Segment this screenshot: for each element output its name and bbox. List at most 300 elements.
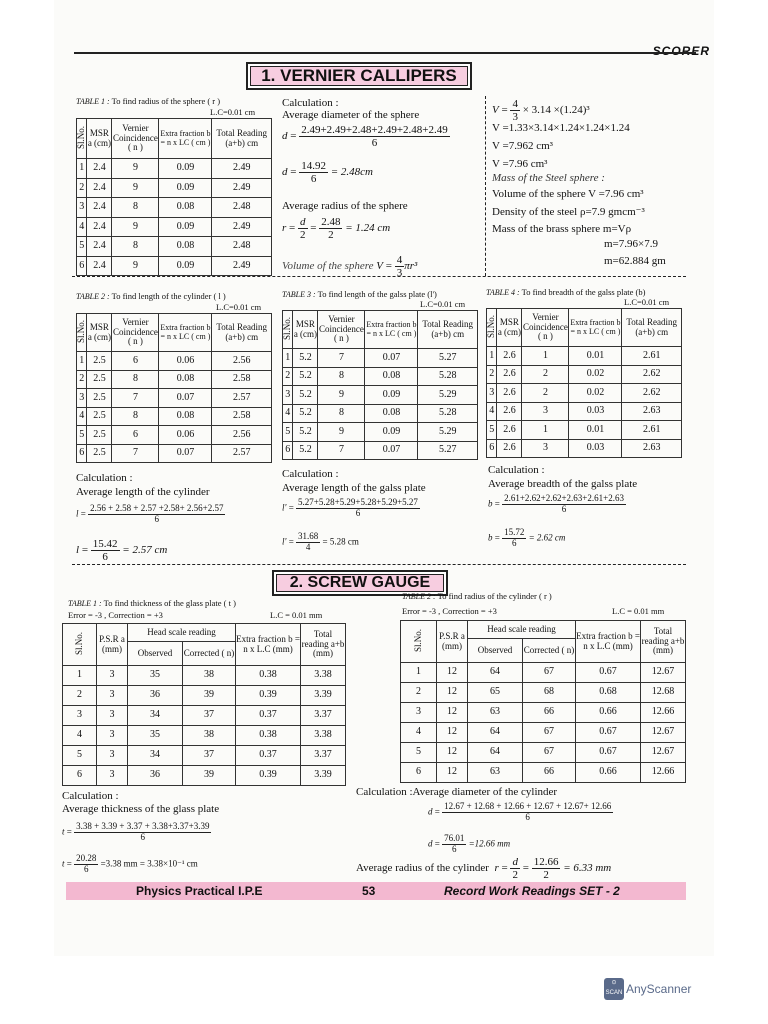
table-cell: 2.63 xyxy=(622,439,682,458)
table-cell: 3 xyxy=(97,686,128,706)
table-row xyxy=(77,198,272,218)
table-cell: 5.29 xyxy=(418,423,478,442)
table-row xyxy=(283,441,478,460)
table-cell: 2.5 xyxy=(87,407,112,426)
table-cell: 2 xyxy=(283,367,293,386)
table-cell: 6 xyxy=(283,441,293,460)
table-cell: 12 xyxy=(437,723,468,743)
table-cell: 5 xyxy=(283,423,293,442)
table-cell: 0.37 xyxy=(236,706,301,726)
calc2-result: l = $\frac{15.42}{6}$ = 2.57 cm xyxy=(76,538,168,564)
table-cell: 4 xyxy=(77,407,87,426)
table-row xyxy=(487,384,682,403)
table-cell: 9 xyxy=(112,178,159,198)
table-row xyxy=(63,706,346,726)
table-row xyxy=(63,686,346,706)
table-cell: 5 xyxy=(63,746,97,766)
table-cell: 5.2 xyxy=(293,367,318,386)
table-cell: 2.4 xyxy=(87,159,112,179)
table-cell: 8 xyxy=(318,404,365,423)
table-cell: 3.38 xyxy=(301,666,346,686)
table-cell: 8 xyxy=(318,367,365,386)
table-cell: 35 xyxy=(128,726,183,746)
table-row xyxy=(77,352,272,371)
table-cell: 2.5 xyxy=(87,389,112,408)
table-cell: 2.4 xyxy=(87,256,112,276)
table-row xyxy=(77,389,272,408)
vernier-table-4-body xyxy=(487,347,682,458)
table-cell: 0.39 xyxy=(236,686,301,706)
table-row xyxy=(77,159,272,179)
table-cell: 2.5 xyxy=(87,426,112,445)
table-cell: 0.38 xyxy=(236,726,301,746)
top-rule xyxy=(74,52,696,54)
table-cell: 1 xyxy=(77,159,87,179)
screw-table2-lc: L.C = 0.01 mm xyxy=(612,606,665,616)
table-row xyxy=(283,386,478,405)
table-cell: 0.08 xyxy=(365,367,418,386)
table-cell: 7 xyxy=(318,441,365,460)
table-cell: 0.02 xyxy=(569,365,622,384)
table-cell: 67 xyxy=(523,743,576,763)
table-cell: 3 xyxy=(97,666,128,686)
table-cell: 1 xyxy=(487,347,497,366)
table-cell: 0.08 xyxy=(159,407,212,426)
table-cell: 12 xyxy=(437,683,468,703)
table-cell: 2 xyxy=(77,178,87,198)
table-cell: 3 xyxy=(283,386,293,405)
table-cell: 5.28 xyxy=(418,404,478,423)
table-cell: 0.01 xyxy=(569,421,622,440)
table-cell: 0.07 xyxy=(365,349,418,368)
table-cell: 0.08 xyxy=(159,237,212,257)
table-cell: 2.5 xyxy=(87,370,112,389)
table-cell: 9 xyxy=(112,256,159,276)
vernier-table-2-body xyxy=(77,352,272,463)
table-cell: 2 xyxy=(522,384,569,403)
table-cell: 0.38 xyxy=(236,666,301,686)
table3-lc: L.C=0.01 cm xyxy=(420,299,466,309)
screw-calc1-label: Average thickness of the glass plate xyxy=(62,803,220,815)
table-cell: 2.6 xyxy=(497,365,522,384)
table-cell: 3 xyxy=(522,402,569,421)
table-cell: 12.67 xyxy=(641,663,686,683)
table-cell: 0.03 xyxy=(569,439,622,458)
calc4-formula: b = $\frac{2.61+2.62+2.62+2.63+2.61+2.63}{6}$ xyxy=(488,493,624,514)
table-cell: 2 xyxy=(401,683,437,703)
table-cell: 0.09 xyxy=(159,256,212,276)
table-cell: 1 xyxy=(77,352,87,371)
table-cell: 0.67 xyxy=(576,723,641,743)
table-cell: 5.2 xyxy=(293,386,318,405)
table-row xyxy=(283,423,478,442)
table-cell: 39 xyxy=(183,766,236,786)
mass-line: Mass of the brass sphere m=Vρ xyxy=(492,223,632,235)
vernier-table-4: Sl.No. MSR a (cm) Vernier Coincidence ( n ) Extra fraction b = n x LC ( cm ) Total Reading (a+b) cm 1 2.6 1 0.01 2.61 2 2.6 2 0.02 2.62 3 2.6 2 0.02 2.62 4 2.6 3 0.03 2.63 5 2.6 1 0.01 2.61 6 2.6 3 0.03 2.63 xyxy=(486,308,682,458)
calc4-result: b = $\frac{15.72}{6}$ = 2.62 cm xyxy=(488,527,566,548)
table-cell: 2.6 xyxy=(497,421,522,440)
table-cell: 3.39 xyxy=(301,766,346,786)
table-row xyxy=(77,407,272,426)
table-cell: 7 xyxy=(318,349,365,368)
mass-calc-1: m=7.96×7.9 xyxy=(604,238,658,250)
table-cell: 34 xyxy=(128,746,183,766)
table-cell: 5 xyxy=(77,237,87,257)
table-cell: 2.49 xyxy=(212,217,272,237)
table-cell: 9 xyxy=(318,386,365,405)
calc1-heading: Calculation : xyxy=(282,97,339,109)
table-cell: 37 xyxy=(183,746,236,766)
table-cell: 1 xyxy=(401,663,437,683)
table1-lc: L.C=0.01 cm xyxy=(210,107,256,117)
table-cell: 9 xyxy=(318,423,365,442)
calc3-heading: Calculation : xyxy=(282,468,339,480)
table-cell: 0.01 xyxy=(569,347,622,366)
screw-table-1-body xyxy=(63,666,346,786)
table-cell: 9 xyxy=(112,217,159,237)
table-cell: 4 xyxy=(63,726,97,746)
table-cell: 0.09 xyxy=(365,386,418,405)
col-slno: Sl.No. xyxy=(77,119,87,159)
col-vernier: Vernier Coincidence ( n ) xyxy=(112,119,159,159)
table-cell: 6 xyxy=(63,766,97,786)
table-cell: 0.66 xyxy=(576,703,641,723)
vernier-table-2: Sl.No. MSR a (cm) Vernier Coincidence ( n ) Extra fraction b = n x LC ( cm ) Total Reading (a+b) cm 1 2.5 6 0.06 2.56 2 2.5 8 0.08 2.58 3 2.5 7 0.07 2.57 4 2.5 8 0.08 2.58 5 2.5 6 0.06 2.56 6 2.5 7 0.07 2.57 xyxy=(76,313,272,463)
table-cell: 1 xyxy=(283,349,293,368)
table-cell: 7 xyxy=(112,389,159,408)
table-cell: 38 xyxy=(183,726,236,746)
table-cell: 12.66 xyxy=(641,763,686,783)
table1-caption: TABLE 1 : To find radius of the sphere ( r ) xyxy=(76,96,221,106)
table-row xyxy=(63,666,346,686)
table-cell: 7 xyxy=(112,444,159,463)
table-cell: 35 xyxy=(128,666,183,686)
screw-radius: Average radius of the cylinder r = $\frac{d}{2}$ = $\frac{12.66}{2}$ = 6.33 mm xyxy=(356,856,612,882)
table-cell: 39 xyxy=(183,686,236,706)
table-cell: 2.62 xyxy=(622,365,682,384)
table-cell: 4 xyxy=(283,404,293,423)
table4-caption: TABLE 4 : To find breadth of the galss plate (b) xyxy=(486,287,646,297)
table-cell: 2.5 xyxy=(87,444,112,463)
volume-line-2: V =1.33×3.14×1.24×1.24×1.24 xyxy=(492,122,630,134)
table-cell: 12.67 xyxy=(641,723,686,743)
table-cell: 2 xyxy=(522,365,569,384)
table-cell: 5 xyxy=(401,743,437,763)
table-cell: 2.56 xyxy=(212,426,272,445)
table-cell: 2.58 xyxy=(212,407,272,426)
calc3-formula: l' = $\frac{5.27+5.28+5.29+5.28+5.29+5.27}{6}$ xyxy=(282,497,418,518)
screw-table2-caption: TABLE 2 : To find radius of the cylinder ( r ) xyxy=(402,591,552,601)
table-cell: 2.6 xyxy=(497,439,522,458)
table-cell: 12 xyxy=(437,663,468,683)
table-cell: 67 xyxy=(523,663,576,683)
table-row xyxy=(401,663,686,683)
table4-lc: L.C=0.01 cm xyxy=(624,297,670,307)
table-row xyxy=(77,370,272,389)
table-cell: 2.4 xyxy=(87,198,112,218)
table-row xyxy=(63,766,346,786)
table-cell: 0.09 xyxy=(365,423,418,442)
table-cell: 66 xyxy=(523,763,576,783)
table-row xyxy=(487,347,682,366)
screw-table2-error: Error = -3 , Correction = +3 xyxy=(402,606,497,616)
mass-title: Mass of the Steel sphere : xyxy=(492,172,605,184)
table2-lc: L.C=0.01 cm xyxy=(216,302,262,312)
calc2-heading: Calculation : xyxy=(76,472,133,484)
calc2-label: Average length of the cylinder xyxy=(76,486,210,498)
table-cell: 68 xyxy=(523,683,576,703)
table-cell: 0.03 xyxy=(569,402,622,421)
table-cell: 0.09 xyxy=(159,217,212,237)
table-cell: 2.4 xyxy=(87,178,112,198)
screw-table1-error: Error = -3 , Correction = +3 xyxy=(68,610,163,620)
screw-calc2-formula: d = $\frac{12.67 + 12.68 + 12.66 + 12.67 + 12.67+ 12.66}{6}$ xyxy=(428,801,612,822)
table-cell: 64 xyxy=(468,743,523,763)
table-cell: 6 xyxy=(77,444,87,463)
table-cell: 6 xyxy=(77,256,87,276)
table-cell: 0.06 xyxy=(159,352,212,371)
table-row xyxy=(487,402,682,421)
screw-table-2: Sl.No. P.S.R a (mm) Head scale reading Extra fraction b = n x L.C (mm) Total reading a+b (mm) Observed Corrected ( n) 1 12 64 67 0.67 12.67 2 12 65 68 0.68 12.68 3 12 63 66 0.66 12.66 4 12 64 67 0.67 12.67 5 12 64 67 0.67 12.67 6 12 63 66 0.66 12.66 xyxy=(400,620,686,783)
mass-calc-2: m=62.884 gm xyxy=(604,255,666,267)
table-cell: 0.68 xyxy=(576,683,641,703)
table-cell: 2.63 xyxy=(622,402,682,421)
table-cell: 4 xyxy=(487,402,497,421)
table-row xyxy=(77,256,272,276)
table-row xyxy=(401,743,686,763)
footer-band xyxy=(66,882,686,900)
table-cell: 5 xyxy=(77,426,87,445)
table-cell: 3 xyxy=(97,766,128,786)
volume-line-1: V = $\frac{4}{3}$ × 3.14 ×(1.24)³ xyxy=(492,98,590,124)
col-msr: MSR a (cm) xyxy=(87,119,112,159)
screw-calc1-heading: Calculation : xyxy=(62,790,119,802)
calc1-volume: Volume of the sphere V = $\frac{4}{3}$ πr³ xyxy=(282,254,418,280)
vol-line: Volume of the sphere V =7.96 cm³ xyxy=(492,188,644,200)
table-cell: 3 xyxy=(63,706,97,726)
table-row xyxy=(77,178,272,198)
table-cell: 0.02 xyxy=(569,384,622,403)
table-cell: 5.27 xyxy=(418,349,478,368)
table-cell: 0.39 xyxy=(236,766,301,786)
calc3-result: l' = $\frac{31.68}{4}$ = 5.28 cm xyxy=(282,531,359,552)
calc3-label: Average length of the galss plate xyxy=(282,482,426,494)
table-cell: 5 xyxy=(487,421,497,440)
table-cell: 2.56 xyxy=(212,352,272,371)
page-number: 53 xyxy=(362,884,376,898)
table-row xyxy=(487,439,682,458)
calc2-formula: l = $\frac{2.56 + 2.58 + 2.57 +2.58+ 2.56+2.57}{6}$ xyxy=(76,503,224,524)
screw-calc1-result: t = $\frac{20.28}{6}$ =3.38 mm = 3.38×10⁻¹ cm xyxy=(62,853,198,874)
screw-table-1: Sl.No. P.S.R a (mm) Head scale reading Extra fraction b = n x L.C (mm) Total reading a+b (mm) Observed Corrected ( n) 1 3 35 38 0.38 3.38 2 3 36 39 0.39 3.39 3 3 34 37 0.37 3.37 4 3 35 38 0.38 3.38 5 3 34 37 0.37 3.37 6 3 36 39 0.39 3.39 xyxy=(62,623,346,786)
table-row xyxy=(401,763,686,783)
table-cell: 6 xyxy=(112,426,159,445)
table-cell: 5.2 xyxy=(293,404,318,423)
table-row xyxy=(487,421,682,440)
calc1-avg-label: Average diameter of the sphere xyxy=(282,109,420,121)
table-cell: 3.37 xyxy=(301,706,346,726)
screw-table-2-body xyxy=(401,663,686,783)
table-cell: 2.48 xyxy=(212,198,272,218)
screw-table1-caption: TABLE 1 : To find thickness of the glass plate ( t ) xyxy=(68,598,236,608)
table-cell: 6 xyxy=(487,439,497,458)
table-cell: 2.5 xyxy=(87,352,112,371)
table-cell: 0.07 xyxy=(365,441,418,460)
table-cell: 2 xyxy=(63,686,97,706)
table-cell: 2.49 xyxy=(212,159,272,179)
table-cell: 0.67 xyxy=(576,663,641,683)
table-cell: 1 xyxy=(63,666,97,686)
table-cell: 0.08 xyxy=(365,404,418,423)
screw-table1-lc: L.C = 0.01 mm xyxy=(270,610,323,620)
section-title-screw: 2. SCREW GAUGE xyxy=(272,570,448,596)
table-cell: 2 xyxy=(77,370,87,389)
table-cell: 4 xyxy=(77,217,87,237)
table-cell: 36 xyxy=(128,766,183,786)
table-cell: 0.08 xyxy=(159,370,212,389)
table-cell: 6 xyxy=(112,352,159,371)
table-cell: 8 xyxy=(112,370,159,389)
table-cell: 0.09 xyxy=(159,178,212,198)
table-cell: 5.28 xyxy=(418,367,478,386)
table-cell: 6 xyxy=(401,763,437,783)
table-cell: 12 xyxy=(437,703,468,723)
table-cell: 0.67 xyxy=(576,743,641,763)
table-cell: 4 xyxy=(401,723,437,743)
column-divider xyxy=(485,96,486,276)
table-cell: 9 xyxy=(112,159,159,179)
table-row xyxy=(487,365,682,384)
section-title-vernier: 1. VERNIER CALLIPERS xyxy=(246,62,472,90)
table-cell: 0.66 xyxy=(576,763,641,783)
table-cell: 2.57 xyxy=(212,444,272,463)
vernier-table-3: Sl.No. MSR a (cm) Vernier Coincidence ( n ) Extra fraction b = n x LC ( cm ) Total Reading (a+b) cm 1 5.2 7 0.07 5.27 2 5.2 8 0.08 5.28 3 5.2 9 0.09 5.29 4 5.2 8 0.08 5.28 5 5.2 9 0.09 5.29 6 5.2 7 0.07 5.27 xyxy=(282,310,478,460)
table-row xyxy=(63,746,346,766)
footer-right: Record Work Readings SET - 2 xyxy=(444,884,620,898)
table-cell: 3.39 xyxy=(301,686,346,706)
table3-caption: TABLE 3 : To find length of the galss plate (l') xyxy=(282,289,437,299)
table-cell: 3.38 xyxy=(301,726,346,746)
table-cell: 2 xyxy=(487,365,497,384)
table-cell: 8 xyxy=(112,237,159,257)
table-row xyxy=(77,426,272,445)
table-cell: 64 xyxy=(468,723,523,743)
table-row xyxy=(401,703,686,723)
table-row xyxy=(77,444,272,463)
calc4-heading: Calculation : xyxy=(488,464,545,476)
table-cell: 3.37 xyxy=(301,746,346,766)
table-cell: 2.4 xyxy=(87,217,112,237)
scorer-header: SCORER xyxy=(652,44,710,58)
calc4-label: Average breadth of the galss plate xyxy=(488,478,638,490)
table-row xyxy=(77,237,272,257)
table-row xyxy=(401,723,686,743)
table-cell: 64 xyxy=(468,663,523,683)
table-cell: 3 xyxy=(97,706,128,726)
volume-line-3: V =7.962 cm³ xyxy=(492,140,553,152)
table-cell: 3 xyxy=(97,746,128,766)
table-cell: 3 xyxy=(522,439,569,458)
volume-line-4: V =7.96 cm³ xyxy=(492,158,548,170)
table-row xyxy=(283,367,478,386)
table-cell: 12.68 xyxy=(641,683,686,703)
table-cell: 2.6 xyxy=(497,402,522,421)
table-cell: 63 xyxy=(468,703,523,723)
table-cell: 2.6 xyxy=(497,347,522,366)
table-row xyxy=(401,683,686,703)
vernier-table-1 xyxy=(76,118,272,276)
table-cell: 34 xyxy=(128,706,183,726)
table-cell: 3 xyxy=(487,384,497,403)
table-cell: 2.4 xyxy=(87,237,112,257)
table-cell: 1 xyxy=(522,421,569,440)
table-cell: 2.49 xyxy=(212,178,272,198)
screw-calc2-result: d = $\frac{76.01}{6}$ =12.66 mm xyxy=(428,833,511,854)
table-cell: 5.27 xyxy=(418,441,478,460)
table-cell: 65 xyxy=(468,683,523,703)
screw-calc1-formula: t = $\frac{3.38 + 3.39 + 3.37 + 3.38+3.37+3.39}{6}$ xyxy=(62,821,210,842)
table-row xyxy=(63,726,346,746)
table-cell: 5.2 xyxy=(293,349,318,368)
table-row xyxy=(283,349,478,368)
scanner-logo-icon: ⊙ SCAN xyxy=(604,978,624,1000)
table-cell: 2.61 xyxy=(622,347,682,366)
calc1-radius-label: Average radius of the sphere xyxy=(282,200,408,212)
table-cell: 0.06 xyxy=(159,426,212,445)
table-cell: 12 xyxy=(437,763,468,783)
table-cell: 2.48 xyxy=(212,237,272,257)
calc1-r-formula: r = $\frac{d}{2}$ = $\frac{2.48}{2}$ = 1.24 cm xyxy=(282,216,391,242)
table-row xyxy=(283,404,478,423)
table-cell: 2.57 xyxy=(212,389,272,408)
screw-calc2-heading: Calculation :Average diameter of the cylinder xyxy=(356,786,558,798)
section-divider-2 xyxy=(72,564,686,565)
table-cell: 38 xyxy=(183,666,236,686)
table-cell: 63 xyxy=(468,763,523,783)
table-row xyxy=(77,217,272,237)
table-cell: 2.49 xyxy=(212,256,272,276)
table-cell: 37 xyxy=(183,706,236,726)
table-cell: 0.07 xyxy=(159,444,212,463)
table-cell: 0.09 xyxy=(159,159,212,179)
calc1-d-result: d = $\frac{14.92}{6}$ = 2.48cm xyxy=(282,160,373,186)
vernier-table-3-body xyxy=(283,349,478,460)
table-cell: 2.61 xyxy=(622,421,682,440)
table-cell: 5.29 xyxy=(418,386,478,405)
table-cell: 67 xyxy=(523,723,576,743)
table-cell: 2.62 xyxy=(622,384,682,403)
col-extra: Extra fraction b = n x LC ( cm ) xyxy=(159,119,212,159)
table-cell: 2.6 xyxy=(497,384,522,403)
table-cell: 8 xyxy=(112,407,159,426)
table-cell: 36 xyxy=(128,686,183,706)
table-cell: 5.2 xyxy=(293,441,318,460)
table-cell: 3 xyxy=(77,389,87,408)
section-divider-1 xyxy=(72,276,686,277)
table-cell: 12.67 xyxy=(641,743,686,763)
table-cell: 3 xyxy=(97,726,128,746)
table-cell: 5.2 xyxy=(293,423,318,442)
table-cell: 66 xyxy=(523,703,576,723)
table-cell: 0.37 xyxy=(236,746,301,766)
table2-caption: TABLE 2 : To find length of the cylinder ( l ) xyxy=(76,291,226,301)
vernier-table-1-body xyxy=(77,159,272,276)
table-cell: 12 xyxy=(437,743,468,763)
calc1-d-formula: d = $\frac{2.49+2.49+2.48+2.49+2.48+2.49}{6}$ xyxy=(282,124,448,150)
col-total: Total Reading (a+b) cm xyxy=(212,119,272,159)
table-cell: 12.66 xyxy=(641,703,686,723)
table-cell: 2.58 xyxy=(212,370,272,389)
